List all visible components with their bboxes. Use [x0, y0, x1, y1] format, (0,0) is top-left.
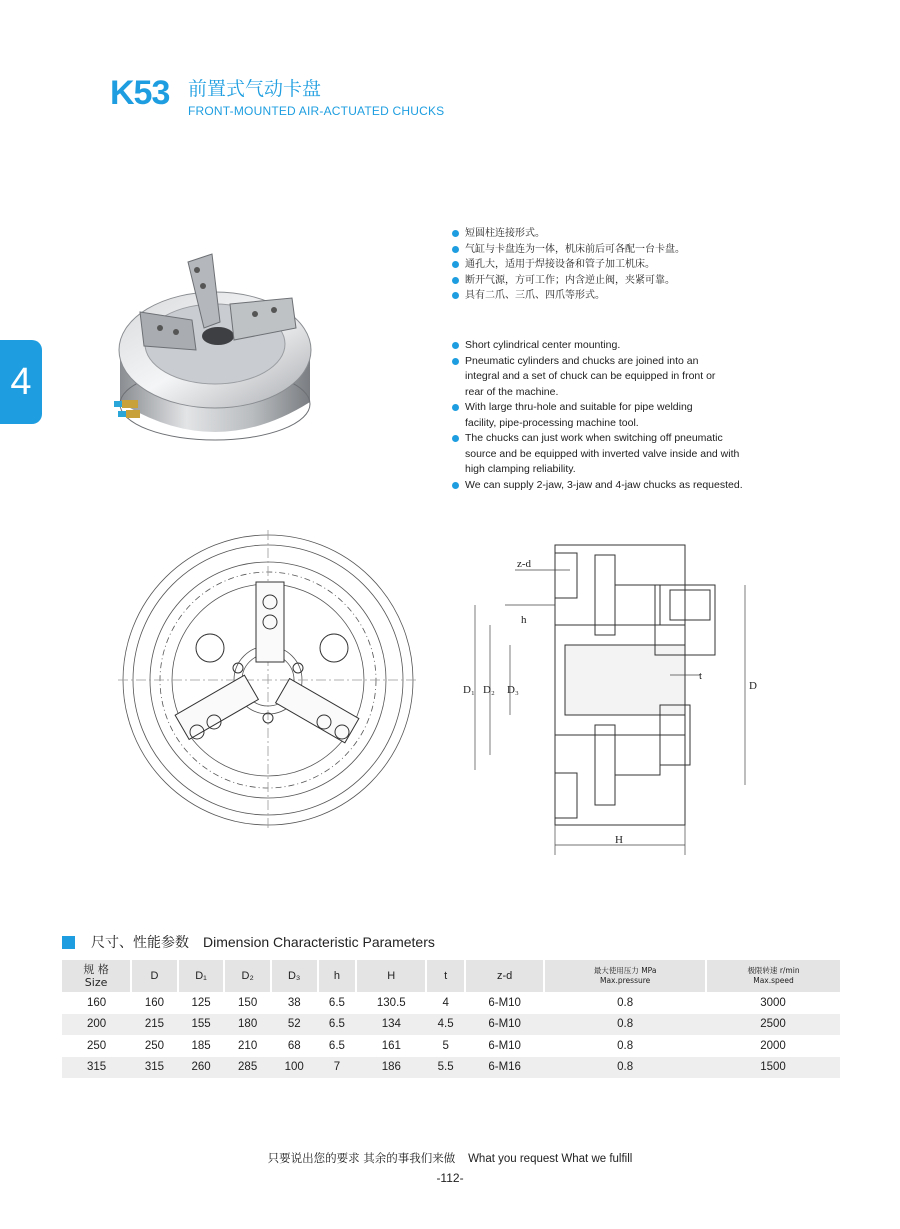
table-cell: 250	[87, 1039, 107, 1052]
dim-label-D2: D₂	[483, 684, 495, 696]
page-title-en: FRONT-MOUNTED AIR-ACTUATED CHUCKS	[188, 104, 445, 118]
chapter-tab: 4	[0, 340, 42, 424]
feature-cn-item: 气缸与卡盘连为一体，机床前后可各配一台卡盘。	[452, 242, 685, 258]
table-cell: 2500	[706, 1014, 840, 1036]
col-t: t	[426, 960, 465, 992]
dim-label-D1: D₁	[463, 684, 475, 696]
table-cell: 285	[224, 1057, 271, 1079]
table-cell: 150	[238, 996, 258, 1009]
table-cell: 2000	[760, 1039, 786, 1052]
col-pressure: 最大使用压力 MPa Max.pressure	[544, 960, 706, 992]
table-cell: 4	[442, 996, 449, 1009]
table-cell: 215	[131, 1014, 178, 1036]
table-row	[62, 1057, 840, 1079]
table-cell: 250	[144, 1039, 165, 1052]
table-cell: 161	[381, 1039, 401, 1052]
table-cell: 155	[178, 1014, 225, 1036]
feature-cn-item: 短圆柱连接形式。	[452, 226, 685, 242]
slogan-cn: 只要说出您的要求 其余的事我们来做	[267, 1151, 456, 1165]
col-D1: D₁	[178, 960, 225, 992]
table-cell: 315	[131, 1057, 178, 1079]
table-cell: 5.5	[426, 1057, 465, 1079]
col-speed: 极限转速 r/min Max.speed	[706, 960, 840, 992]
table-cell: 6-M10	[465, 1014, 544, 1036]
table-cell: 6.5	[328, 996, 345, 1009]
section-square-icon	[62, 936, 75, 949]
table-cell: 38	[287, 996, 301, 1009]
dim-label-D3: D₃	[507, 684, 519, 696]
features-en-list	[452, 338, 743, 493]
table-cell: 4.5	[426, 1014, 465, 1036]
table-cell: 315	[62, 1057, 131, 1079]
dim-label-h: h	[521, 614, 527, 626]
table-cell: 7	[318, 1057, 357, 1079]
table-cell: 160	[144, 996, 165, 1009]
feature-en-item: Pneumatic cylinders and chucks are joined into an integral and a set of chuck can be equipped in front or rear of the machine.	[452, 354, 725, 401]
col-size: 规 格 Size	[62, 960, 131, 992]
product-photo	[100, 232, 330, 454]
page-title-cn: 前置式气动卡盘	[188, 78, 322, 100]
table-cell: 6-M10	[488, 996, 521, 1009]
table-cell: 185	[191, 1039, 211, 1052]
table-cell: 6.5	[328, 1039, 345, 1052]
dim-label-H: H	[615, 834, 623, 846]
table-cell: 200	[62, 1014, 131, 1036]
chuck-bore	[202, 327, 234, 345]
table-cell: 125	[191, 996, 211, 1009]
col-D: D	[131, 960, 178, 992]
table-cell: 134	[356, 1014, 426, 1036]
feature-en-item: The chucks can just work when switching off pneumatic source and be equipped with inverted valve inside and with high clamping reliability.	[452, 431, 740, 478]
params-table	[62, 960, 840, 1078]
col-h: h	[318, 960, 357, 992]
table-cell: 0.8	[617, 1039, 634, 1052]
table-cell: 100	[271, 1057, 318, 1079]
side-section-drawing	[455, 525, 785, 865]
table-cell: 52	[271, 1014, 318, 1036]
table-cell: 68	[287, 1039, 301, 1052]
col-zd: z-d	[465, 960, 544, 992]
front-jaws	[175, 582, 359, 743]
feature-cn-item: 具有二爪、三爪、四爪等形式。	[452, 288, 685, 304]
table-cell: 186	[356, 1057, 426, 1079]
page-number: -112-	[436, 1171, 464, 1185]
col-H: H	[356, 960, 426, 992]
table-cell: 3000	[760, 996, 786, 1009]
table-cell: 6-M16	[465, 1057, 544, 1079]
model-code: K53	[110, 74, 170, 112]
table-cell: 130.5	[376, 996, 406, 1009]
dim-label-zd: z-d	[517, 558, 532, 570]
dim-label-D: D	[749, 680, 757, 692]
table-cell: 0.8	[544, 1014, 706, 1036]
table-header-row	[62, 960, 840, 992]
table-cell: 6.5	[318, 1014, 357, 1036]
feature-en-item: Short cylindrical center mounting.	[452, 338, 743, 354]
table-cell: 6-M10	[488, 1039, 521, 1052]
slogan-en: What you request What we fulfill	[468, 1153, 633, 1165]
feature-cn-item: 断开气源，方可工作；内含逆止阀，夹紧可靠。	[452, 273, 685, 289]
front-view-drawing	[118, 530, 418, 830]
table-cell: 260	[178, 1057, 225, 1079]
feature-cn-item: 通孔大，适用于焊接设备和管子加工机床。	[452, 257, 685, 273]
feature-en-item: We can supply 2-jaw, 3-jaw and 4-jaw chucks as requested.	[452, 478, 743, 494]
feature-en-item: With large thru-hole and suitable for pipe welding facility, pipe-processing machine tool.	[452, 400, 725, 431]
dim-label-t: t	[699, 670, 703, 682]
table-row	[62, 1014, 840, 1036]
table-cell: 160	[87, 996, 107, 1009]
table-cell: 0.8	[544, 1057, 706, 1079]
features-cn-list	[452, 226, 685, 304]
table-row	[62, 1035, 840, 1057]
table-row	[62, 992, 840, 1014]
params-title-en: Dimension Characteristic Parameters	[203, 934, 435, 950]
table-cell: 180	[224, 1014, 271, 1036]
params-section-heading	[62, 932, 435, 952]
footer-slogan	[0, 1150, 900, 1166]
col-D3: D₃	[271, 960, 318, 992]
params-title-cn: 尺寸、性能参数	[91, 935, 189, 951]
table-cell: 5	[442, 1039, 449, 1052]
table-cell: 210	[238, 1039, 258, 1052]
col-D2: D₂	[224, 960, 271, 992]
table-cell: 0.8	[617, 996, 634, 1009]
table-cell: 1500	[706, 1057, 840, 1079]
